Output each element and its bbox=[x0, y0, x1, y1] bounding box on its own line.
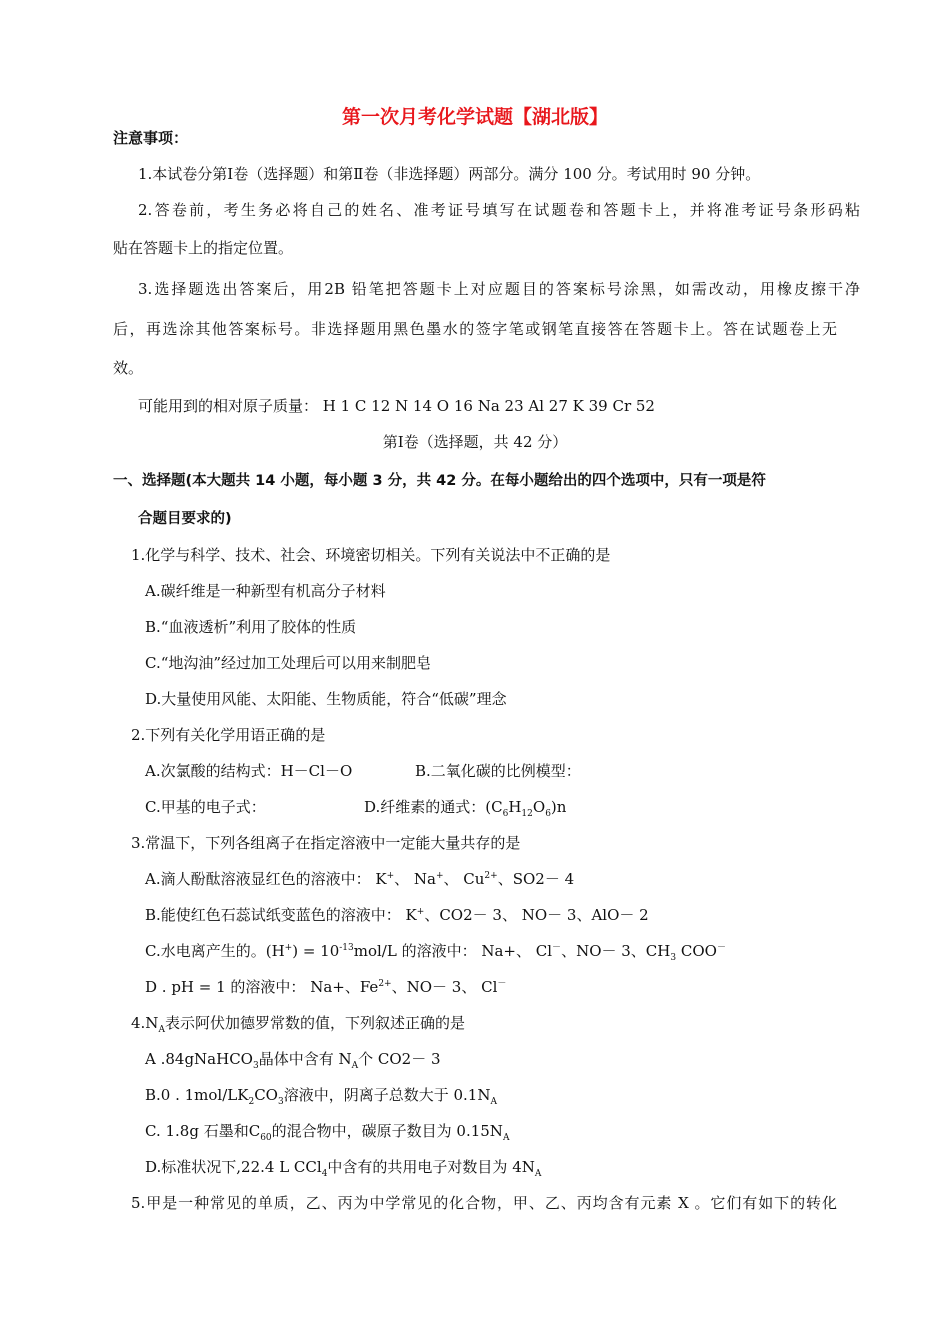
page-title: 第一次月考化学试题【湖北版】 bbox=[341, 106, 608, 128]
q1-option-b: B.“血液透析”利用了胶体的性质 bbox=[145, 618, 357, 636]
q1-option-a: A.碳纤维是一种新型有机高分子材料 bbox=[145, 582, 386, 600]
q2-option-a: A.次氯酸的结构式：H－Cl－O bbox=[145, 762, 353, 780]
q1-stem: 1.化学与科学、技术、社会、环境密切相关。下列有关说法中不正确的是 bbox=[131, 546, 611, 564]
q3-stem: 3.常温下，下列各组离子在指定溶液中一定能大量共存的是 bbox=[131, 834, 521, 852]
notice-item-3c: 效。 bbox=[113, 359, 144, 377]
notice-item-2a: 2.答卷前，考生务必将自己的姓名、准考证号填写在试题卷和答题卡上，并将准考证号条形码粘 bbox=[138, 201, 860, 219]
q3-option-a: A.滴人酚酞溶液显红色的溶液中： K+、 Na+、 $Cu^{2+}$、SO2－ 4 bbox=[145, 870, 575, 888]
notice-heading: 注意事项： bbox=[113, 129, 189, 147]
atomic-masses: 可能用到的相对原子质量： H 1 C 12 N 14 O 16 Na 23 Al 27 K 39 Cr 52 bbox=[138, 397, 655, 415]
section1-heading-b: 合题目要求的) bbox=[138, 511, 232, 527]
q3-option-d: D . pH = 1 的溶液中： Na+、$Fe^{2+}$、NO－ 3、 Cl－ bbox=[145, 978, 507, 996]
notice-item-1: 1.本试卷分第Ⅰ卷（选择题）和第Ⅱ卷（非选择题）两部分。满分 100 分。考试用时 90 分钟。 bbox=[138, 165, 761, 183]
q2-option-c: C.甲基的电子式： bbox=[145, 798, 266, 816]
q5-stem: 5.甲是一种常见的单质，乙、丙为中学常见的化合物，甲、乙、丙均含有元素 X 。它们有如下的转化 bbox=[131, 1194, 837, 1212]
q2-option-b: B.二氧化碳的比例模型： bbox=[415, 762, 581, 780]
q1-option-d: D.大量使用风能、太阳能、生物质能，符合“低碳”理念 bbox=[145, 690, 507, 708]
q3-option-b: B.能使红色石蕊试纸变蓝色的溶液中： K+、CO2－ 3、 NO－ 3、AlO－ 2 bbox=[145, 906, 649, 924]
q4-option-d: D.标准状况下,22.4 L CCl$_4$中含有的共用电子对数目为 $4N_A$ bbox=[145, 1158, 542, 1179]
notice-item-3a: 3.选择题选出答案后，用2B 铅笔把答题卡上对应题目的答案标号涂黑，如需改动，用橡皮擦干净 bbox=[138, 280, 860, 298]
q1-option-c: C.“地沟油”经过加工处理后可以用来制肥皂 bbox=[145, 654, 432, 672]
part1-heading: 第Ⅰ卷（选择题，共 42 分） bbox=[382, 433, 568, 451]
q3-option-c: C.水电离产生的。$(H^+) = 10^{-13}mol/L$ 的溶液中： Na+、 Cl－、NO－ 3、$CH_3$ COO－ bbox=[145, 942, 726, 963]
q4-stem: $4.N_A$表示阿伏加德罗常数的值，下列叙述正确的是 bbox=[131, 1014, 465, 1035]
q4-option-a: A .84gNaHCO$_3$晶体中含有 $N_A$个 CO2－ 3 bbox=[145, 1050, 441, 1071]
q4-option-c: C. 1.8g 石墨和$C_{60}$的混合物中，碳原子数目为 $0.15N_A$ bbox=[145, 1122, 510, 1143]
section1-heading-a: 一、选择题(本大题共 14 小题，每小题 3 分，共 42 分。在每小题给出的四个选项中，只有一项是符 bbox=[113, 473, 766, 489]
notice-item-3b: 后，再选涂其他答案标号。非选择题用黑色墨水的签字笔或钢笔直接答在答题卡上。答在试题卷上无 bbox=[113, 320, 837, 338]
notice-item-2b: 贴在答题卡上的指定位置。 bbox=[113, 239, 294, 257]
q2-stem: 2.下列有关化学用语正确的是 bbox=[131, 726, 326, 744]
q2-option-d: D.纤维素的通式：$(C_6H_{12}O_6)n$ bbox=[364, 798, 567, 819]
q4-option-b: B.0 . $1mol/LK_2CO_3$溶液中，阴离子总数大于 $0.1N_A$ bbox=[145, 1086, 497, 1107]
